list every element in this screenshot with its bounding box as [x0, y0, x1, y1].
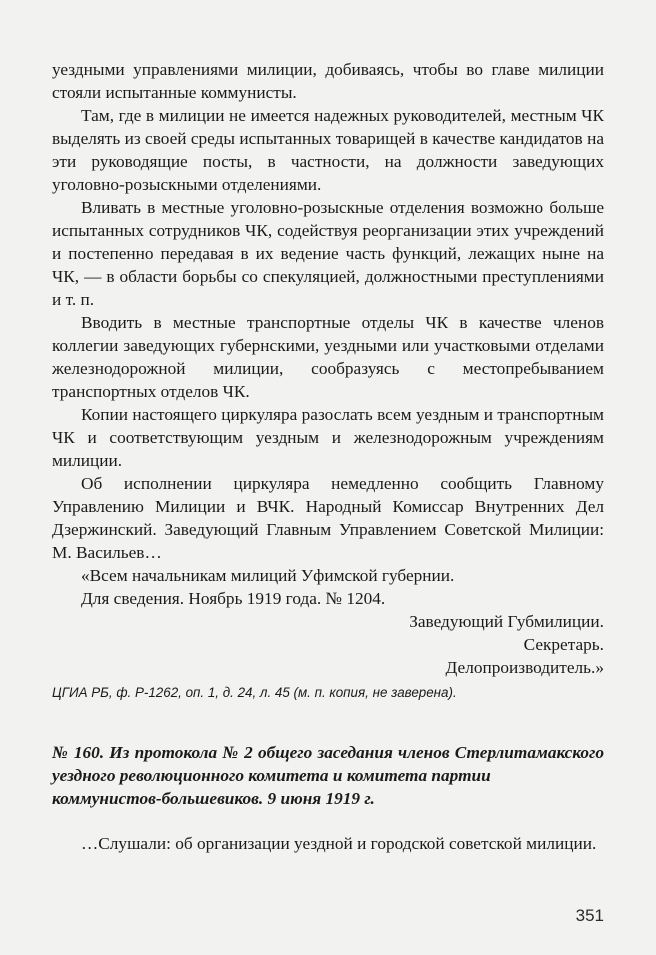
paragraph-8: Для сведения. Ноябрь 1919 года. № 1204.	[81, 589, 386, 608]
signature-clerk: Делопроизводитель.»	[445, 658, 604, 677]
paragraph-3: Вливать в местные уголовно-розыскные отделения возможно больше испытанных сотрудников ЧК, содействуя реорганизации этих учреждений и постепенно передавая в их ведение часть функций, лежащих ныне на ЧК, — в области борьбы со спекуляцией, должностными преступлениями и т. п.	[52, 198, 604, 309]
paragraph-2: Там, где в милиции не имеется надежных руководителей, местным ЧК выделять из своей среды испытанных товарищей в качестве кандидатов на эти руководящие посты, в частности, на должности заведующих уголовно-розыскными отделениями.	[52, 106, 604, 194]
document-heading	[52, 741, 604, 810]
signature-secretary: Секретарь.	[523, 635, 604, 654]
protocol-paragraph: …Слушали: об организации уездной и городской советской милиции.	[81, 834, 597, 853]
paragraph-5: Копии настоящего циркуляра разослать всем уездным и транспортным ЧК и соответствующим уездным и железнодорожным учреждениям милиции.	[52, 405, 604, 470]
signature-head: Заведующий Губмилиции.	[409, 612, 604, 631]
archive-source-citation: ЦГИА РБ, ф. Р-1262, оп. 1, д. 24, л. 45 (м. п. копия, не заверена).	[52, 685, 457, 700]
body-text	[52, 58, 604, 679]
protocol-text	[52, 832, 604, 855]
paragraph-6: Об исполнении циркуляра немедленно сообщить Главному Управлению Милиции и ВЧК. Народный Комиссар Внутренних Дел Дзержинский. Заведующий Главным Управлением Советской Милиции: М. Васильев…	[52, 474, 604, 562]
page-number: 351	[575, 906, 604, 925]
heading-date-line: коммунистов-большевиков. 9 июня 1919 г.	[52, 789, 375, 808]
paragraph-1: уездными управлениями милиции, добиваясь, чтобы во главе милиции стояли испытанные коммунисты.	[52, 60, 604, 102]
paragraph-7: «Всем начальникам милиций Уфимской губернии.	[81, 566, 455, 585]
heading-main: № 160. Из протокола № 2 общего заседания членов Стерлитамакского уездного революционного комитета и комитета партии	[52, 743, 604, 785]
paragraph-4: Вводить в местные транспортные отделы ЧК в качестве членов коллегии заведующих губернскими, уездными или участковыми отделами железнодорожной милиции, сообразуясь с местопребыванием транспортных отделов ЧК.	[52, 313, 604, 401]
